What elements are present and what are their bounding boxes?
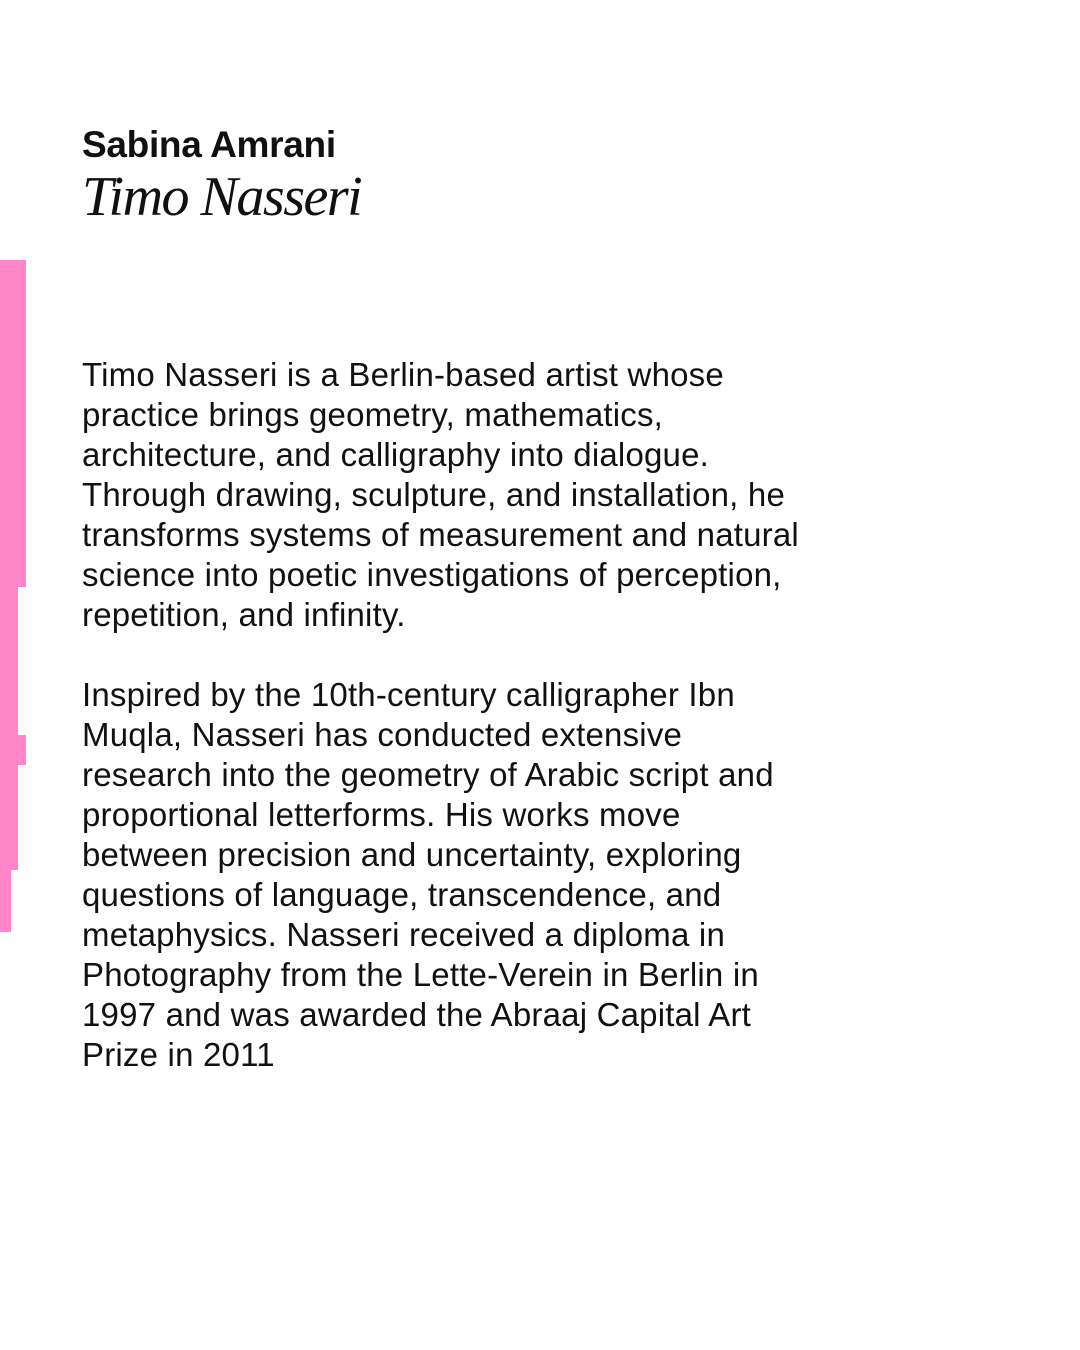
bio-line: transforms systems of measurement and natural [82, 516, 799, 553]
bio-line: research into the geometry of Arabic script and [82, 756, 774, 793]
bio-line: Through drawing, sculpture, and installation, he [82, 476, 786, 513]
curator-name: Sabina Amrani [82, 124, 336, 165]
bio-paragraph-2 [82, 675, 982, 1075]
bio-line: Muqla, Nasseri has conducted extensive [82, 716, 683, 753]
accent-bar [0, 260, 26, 932]
artist-name: Timo Nasseri [82, 166, 362, 228]
bio-line: practice brings geometry, mathematics, [82, 396, 664, 433]
header [82, 122, 361, 226]
artist-biography [82, 355, 982, 1115]
bio-line: science into poetic investigations of perception, [82, 556, 782, 593]
bio-line: Prize in 2011 [82, 1036, 275, 1073]
bio-line: between precision and uncertainty, exploring [82, 836, 742, 873]
bio-line: Inspired by the 10th-century calligrapher Ibn [82, 676, 735, 713]
bio-line: architecture, and calligraphy into dialogue. [82, 436, 710, 473]
bio-line: proportional letterforms. His works move [82, 796, 681, 833]
bio-line: Timo Nasseri is a Berlin-based artist whose [82, 356, 724, 393]
bio-line: Photography from the Lette-Verein in Berlin in [82, 956, 759, 993]
bio-line: 1997 and was awarded the Abraaj Capital Art [82, 996, 752, 1033]
bio-line: questions of language, transcendence, and [82, 876, 722, 913]
bio-line: metaphysics. Nasseri received a diploma in [82, 916, 726, 953]
bio-line: repetition, and infinity. [82, 596, 406, 633]
bio-paragraph-1 [82, 355, 982, 635]
